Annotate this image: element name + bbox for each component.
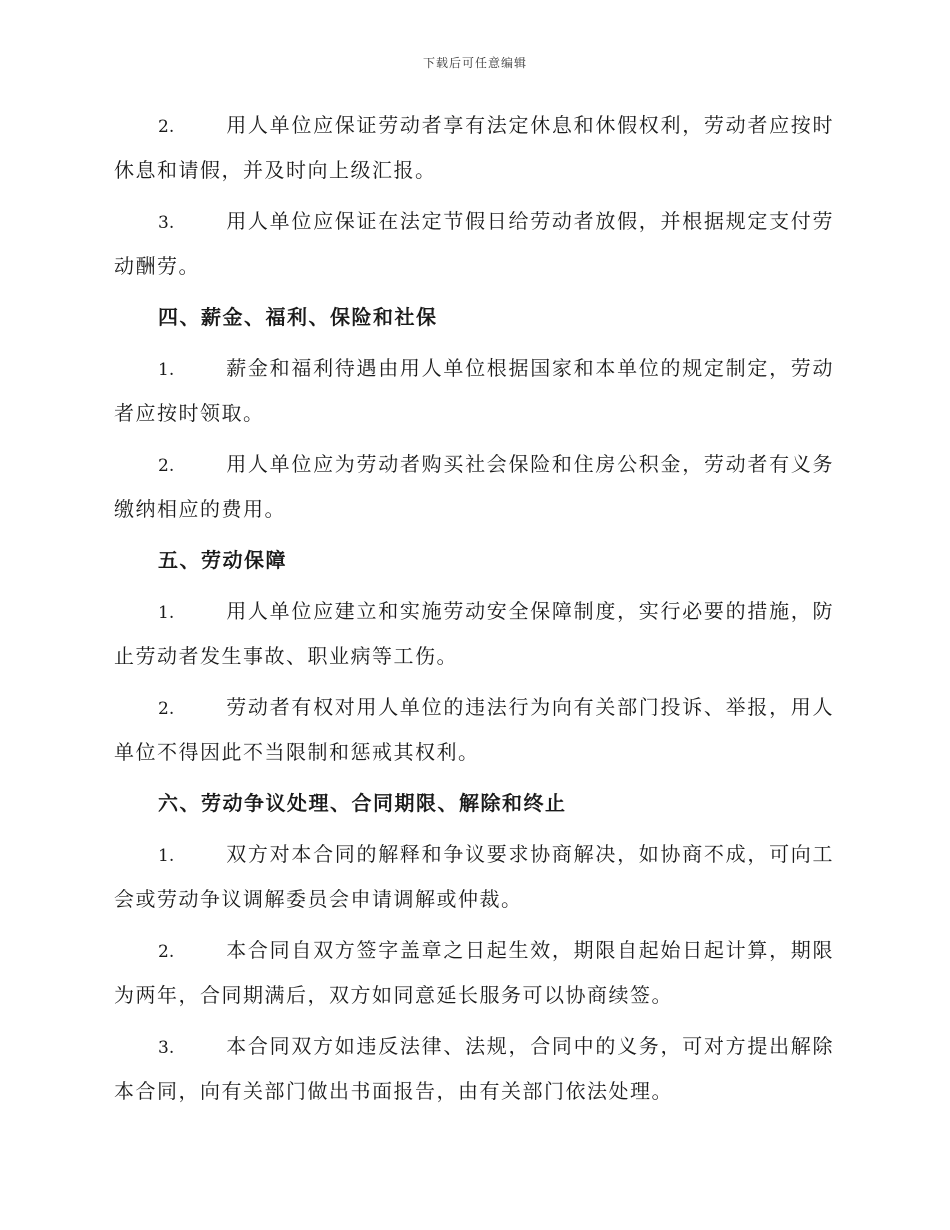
clause-item [114,200,834,288]
clause-number: 3. [158,1038,175,1058]
clause-number: 1. [158,360,175,380]
section-heading: 六、劳动争议处理、合同期限、解除和终止 [158,791,567,815]
clause-item [114,104,834,192]
clause-text: 本合同自双方签字盖章之日起生效，期限自起始日起计算，期限为两年，合同期满后，双方如同意延长服务可以协商续签。 [114,938,834,1007]
clause-number: 2. [158,456,175,476]
clause-item [114,929,834,1017]
clause-text: 用人单位应建立和实施劳动安全保障制度，实行必要的措施，防止劳动者发生事故、职业病等工伤。 [114,599,834,668]
clause-number: 3. [158,213,175,233]
clause-text: 劳动者有权对用人单位的违法行为向有关部门投诉、举报，用人单位不得因此不当限制和惩戒其权利。 [114,695,834,764]
clause-item [114,833,834,921]
page-header: 下载后可任意编辑 [422,56,527,70]
clause-number: 2. [158,699,175,719]
clause-item [114,590,834,678]
clause-text: 用人单位应保证在法定节假日给劳动者放假，并根据规定支付劳动酬劳。 [114,209,834,278]
clause-number: 1. [158,846,175,866]
clause-item [114,686,834,774]
clause-text: 双方对本合同的解释和争议要求协商解决，如协商不成，可向工会或劳动争议调解委员会申请调解或仲裁。 [114,842,834,911]
clause-item [114,443,834,531]
clause-number: 2. [158,117,175,137]
clause-text: 用人单位应为劳动者购买社会保险和住房公积金，劳动者有义务缴纳相应的费用。 [114,452,834,521]
section-heading: 四、薪金、福利、保险和社保 [158,305,438,329]
clause-text: 薪金和福利待遇由用人单位根据国家和本单位的规定制定，劳动者应按时领取。 [114,356,834,425]
section-heading: 五、劳动保障 [158,548,287,572]
clause-number: 2. [158,942,175,962]
clause-text: 本合同双方如违反法律、法规，合同中的义务，可对方提出解除本合同，向有关部门做出书面报告，由有关部门依法处理。 [114,1034,834,1103]
clause-item [114,347,834,435]
clause-text: 用人单位应保证劳动者享有法定休息和休假权利，劳动者应按时休息和请假，并及时向上级汇报。 [114,113,834,182]
clause-item [114,1025,834,1113]
clause-number: 1. [158,603,175,623]
document-body [114,104,834,1121]
